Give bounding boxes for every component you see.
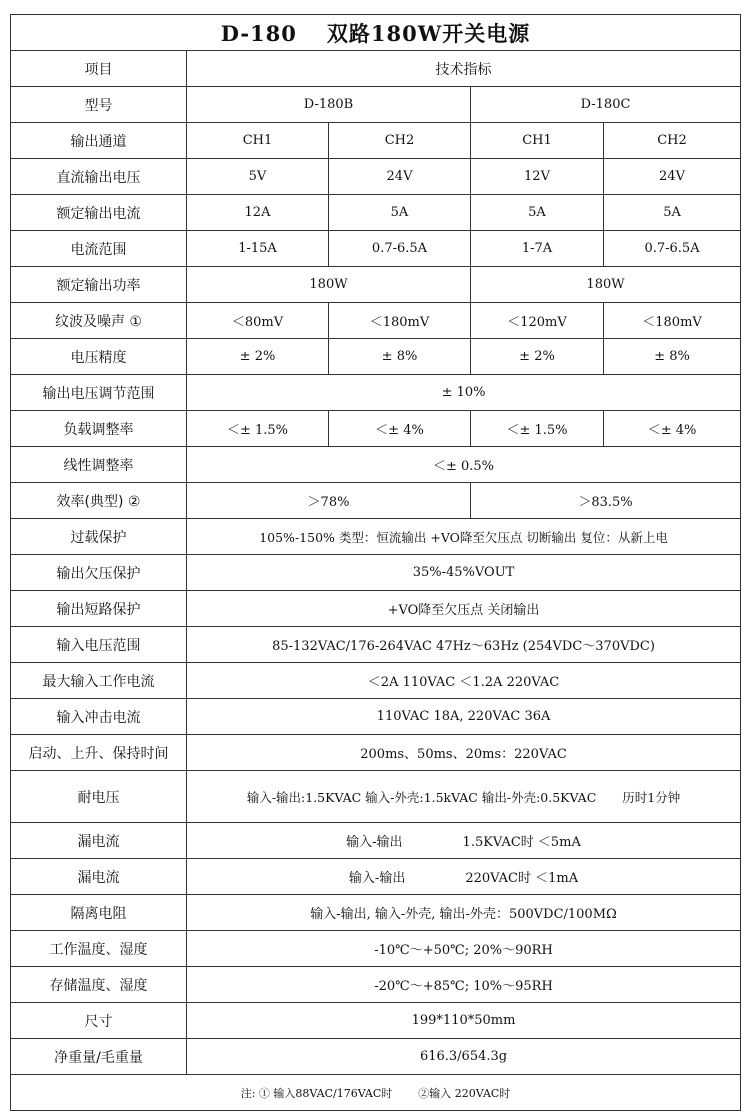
cell: 110VAC 18A, 220VAC 36A — [187, 699, 741, 735]
row-label: 直流输出电压 — [11, 159, 187, 195]
table-row — [11, 895, 741, 931]
row-label: 启动、上升、保持时间 — [11, 735, 187, 771]
row-label: 效率(典型) ② — [11, 483, 187, 519]
table-row — [11, 339, 741, 375]
footnote-1: 注: ① 输入88VAC/176VAC时 — [240, 1086, 393, 1100]
title-name: 双路180W开关电源 — [326, 20, 531, 46]
cell: 输入-输出, 输入-外壳, 输出-外壳：500VDC/100MΩ — [187, 895, 741, 931]
model-c: D-180C — [471, 87, 741, 123]
table-row — [11, 1003, 741, 1039]
cell: CH2 — [329, 123, 471, 159]
cell: 85-132VAC/176-264VAC 47Hz～63Hz (254VDC～370VDC) — [187, 627, 741, 663]
table-row — [11, 195, 741, 231]
cell: 180W — [187, 267, 471, 303]
row-label: 额定输出功率 — [11, 267, 187, 303]
cell: 199*110*50mm — [187, 1003, 741, 1039]
cell: 1-15A — [187, 231, 329, 267]
leak-spec: 1.5KVAC时 ＜5mA — [462, 835, 581, 850]
spec-table — [10, 14, 741, 1111]
cell: ＜± 0.5% — [187, 447, 741, 483]
cell: ＜180mV — [604, 303, 741, 339]
row-label: 过载保护 — [11, 519, 187, 555]
cell: ＜80mV — [187, 303, 329, 339]
table-row — [11, 555, 741, 591]
row-label: 输出短路保护 — [11, 591, 187, 627]
table-row — [11, 447, 741, 483]
table-row — [11, 123, 741, 159]
row-label: 负载调整率 — [11, 411, 187, 447]
cell: 180W — [471, 267, 741, 303]
row-label: 输出欠压保护 — [11, 555, 187, 591]
row-label: 净重量/毛重量 — [11, 1039, 187, 1075]
table-row — [11, 967, 741, 1003]
row-label: 输出通道 — [11, 123, 187, 159]
cell: ＜± 4% — [604, 411, 741, 447]
row-label: 线性调整率 — [11, 447, 187, 483]
table-row — [11, 483, 741, 519]
table-row — [11, 159, 741, 195]
cell: ＜120mV — [471, 303, 604, 339]
cell: ＞83.5% — [471, 483, 741, 519]
cell: 24V — [329, 159, 471, 195]
cell: ± 10% — [187, 375, 741, 411]
cell — [187, 771, 741, 823]
cell: CH2 — [604, 123, 741, 159]
cell: 0.7-6.5A — [329, 231, 471, 267]
cell: 105%-150% 类型：恒流输出 +VO降至欠压点 切断输出 复位：从新上电 — [187, 519, 741, 555]
row-label: 输出电压调节范围 — [11, 375, 187, 411]
table-row — [11, 931, 741, 967]
footnote-2: ②输入 220VAC时 — [418, 1086, 511, 1100]
table-row — [11, 627, 741, 663]
row-label: 最大输入工作电流 — [11, 663, 187, 699]
table-row — [11, 267, 741, 303]
leak-spec: 220VAC时 ＜1mA — [465, 871, 579, 886]
row-label: 输入电压范围 — [11, 627, 187, 663]
cell: 1-7A — [471, 231, 604, 267]
row-label: 耐电压 — [11, 771, 187, 823]
cell: -10℃～+50℃; 20%～90RH — [187, 931, 741, 967]
row-label: 工作温度、湿度 — [11, 931, 187, 967]
cell: 24V — [604, 159, 741, 195]
table-row — [11, 591, 741, 627]
row-label: 漏电流 — [11, 823, 187, 859]
row-label: 电流范围 — [11, 231, 187, 267]
cell: CH1 — [471, 123, 604, 159]
withstand-value: 输入-输出:1.5KVAC 输入-外壳:1.5kVAC 输出-外壳:0.5KVAC — [246, 789, 597, 805]
cell: 5A — [604, 195, 741, 231]
cell: ＜± 1.5% — [471, 411, 604, 447]
cell: 5A — [471, 195, 604, 231]
cell: ± 8% — [604, 339, 741, 375]
cell: ± 2% — [187, 339, 329, 375]
row-label: 尺寸 — [11, 1003, 187, 1039]
table-row — [11, 519, 741, 555]
table-row — [11, 375, 741, 411]
cell — [187, 823, 741, 859]
table-row — [11, 735, 741, 771]
cell: ＜± 1.5% — [187, 411, 329, 447]
cell: ＜180mV — [329, 303, 471, 339]
cell: CH1 — [187, 123, 329, 159]
row-label: 隔离电阻 — [11, 895, 187, 931]
cell: ＞78% — [187, 483, 471, 519]
row-label: 漏电流 — [11, 859, 187, 895]
cell: ± 2% — [471, 339, 604, 375]
header-spec-label: 技术指标 — [187, 51, 741, 87]
table-row — [11, 231, 741, 267]
cell: ＜2A 110VAC ＜1.2A 220VAC — [187, 663, 741, 699]
row-label: 输入冲击电流 — [11, 699, 187, 735]
cell: ＜± 4% — [329, 411, 471, 447]
cell: 12A — [187, 195, 329, 231]
page-title — [11, 15, 741, 51]
row-label: 纹波及噪声 ① — [11, 303, 187, 339]
leak-part: 输入-输出 — [348, 871, 406, 886]
row-label: 额定输出电流 — [11, 195, 187, 231]
cell: 5A — [329, 195, 471, 231]
cell: 0.7-6.5A — [604, 231, 741, 267]
table-row — [11, 699, 741, 735]
row-label: 电压精度 — [11, 339, 187, 375]
cell: 5V — [187, 159, 329, 195]
cell: 12V — [471, 159, 604, 195]
model-b: D-180B — [187, 87, 471, 123]
cell: ± 8% — [329, 339, 471, 375]
cell: 616.3/654.3g — [187, 1039, 741, 1075]
cell: 200ms、50ms、20ms：220VAC — [187, 735, 741, 771]
table-row — [11, 411, 741, 447]
withstand-duration: 历时1分钟 — [622, 789, 681, 805]
title-model: D-180 — [220, 20, 297, 46]
table-row — [11, 859, 741, 895]
cell: -20℃～+85℃; 10%～95RH — [187, 967, 741, 1003]
table-row — [11, 303, 741, 339]
leak-part: 输入-输出 — [346, 835, 403, 850]
cell: +VO降至欠压点 关闭输出 — [187, 591, 741, 627]
cell — [187, 859, 741, 895]
table-row — [11, 823, 741, 859]
model-label: 型号 — [11, 87, 187, 123]
row-label: 存储温度、湿度 — [11, 967, 187, 1003]
cell: 35%-45%VOUT — [187, 555, 741, 591]
table-row — [11, 771, 741, 823]
header-item-label: 项目 — [11, 51, 187, 87]
table-row — [11, 1039, 741, 1075]
table-row — [11, 663, 741, 699]
footnote — [11, 1075, 741, 1111]
